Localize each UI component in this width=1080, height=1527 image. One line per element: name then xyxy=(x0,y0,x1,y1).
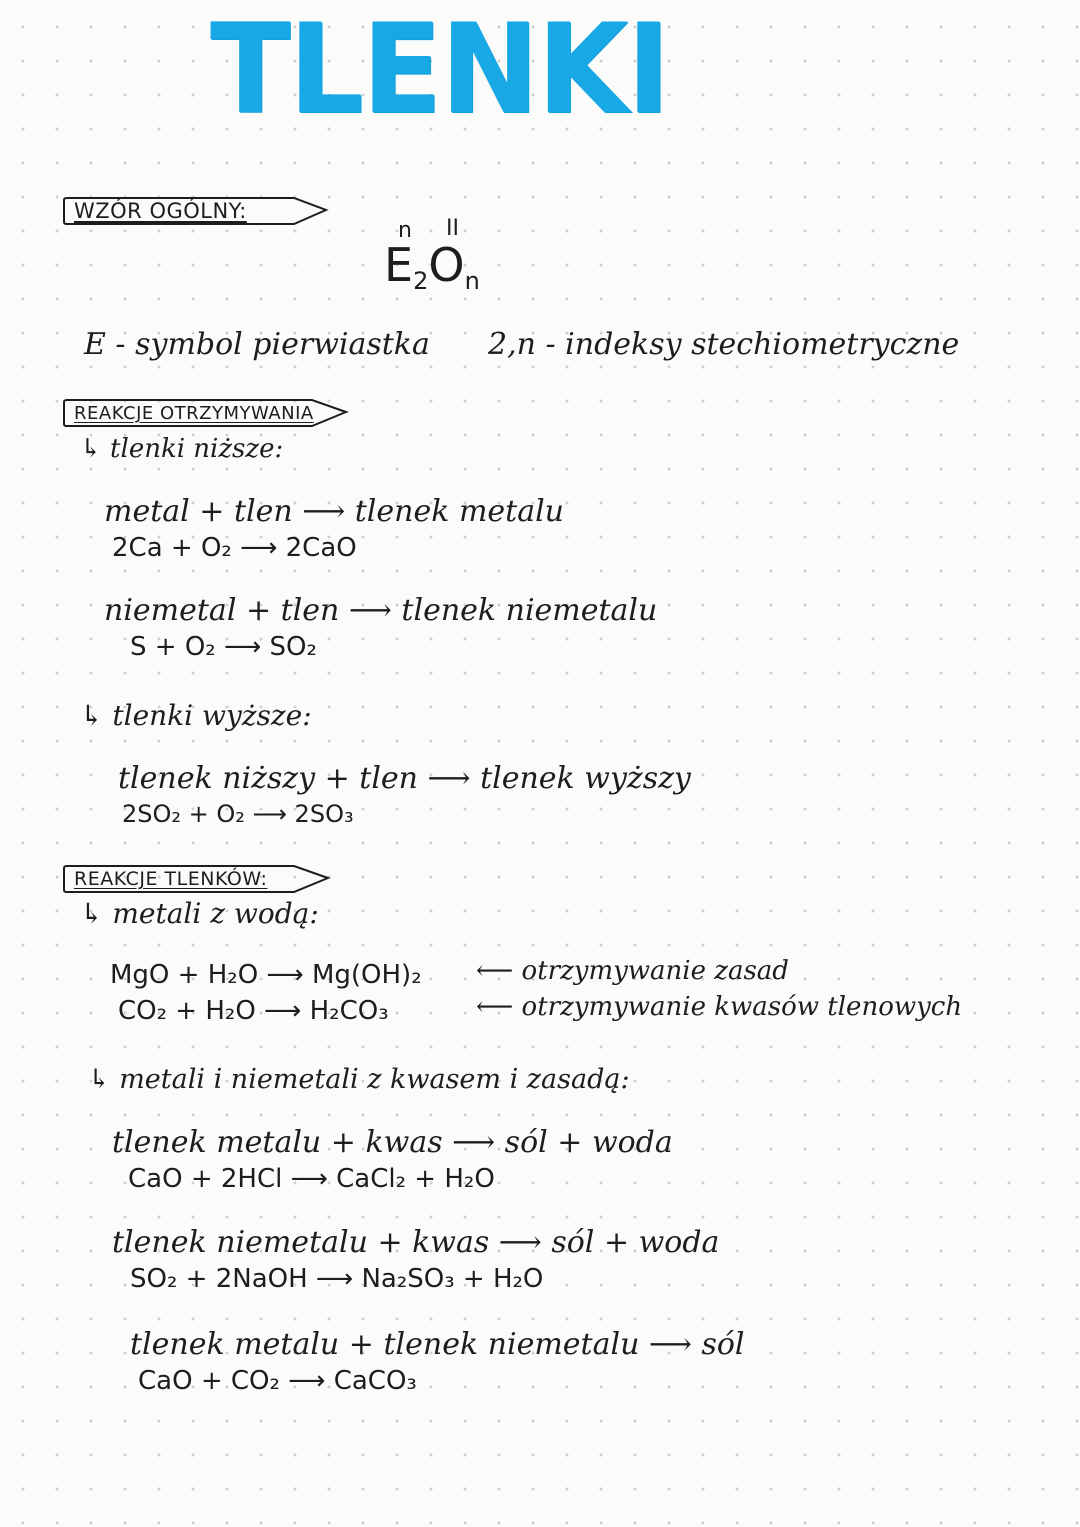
reaction-metal-oxide-acid-words: tlenek metalu + kwas ⟶ sól + woda xyxy=(112,1125,673,1160)
note-obtaining-bases: ⟵ otrzymywanie zasad xyxy=(476,956,789,986)
formula-oxygen: O xyxy=(428,238,465,292)
formula-element-index: 2 xyxy=(413,267,429,295)
formula-element: E xyxy=(384,238,414,292)
formula-oxygen-index: n xyxy=(464,267,480,295)
reaction-oxide-oxide-equation: CaO + CO₂ ⟶ CaCO₃ xyxy=(138,1366,417,1396)
formula-valence-element: n xyxy=(398,218,412,243)
general-formula-label xyxy=(62,196,332,226)
oxides-water-header: ↳ metali z wodą: xyxy=(80,897,319,930)
legend-e: E - symbol pierwiastka xyxy=(84,327,430,362)
reaction-nonmetal-oxide-acid-words: tlenek niemetalu + kwas ⟶ sól + woda xyxy=(112,1225,720,1260)
page-title: TLENKI xyxy=(210,0,669,142)
reactions-label xyxy=(62,864,332,894)
reaction-co2-water-equation: CO₂ + H₂O ⟶ H₂CO₃ xyxy=(118,996,389,1026)
reaction-lower-oxide-words: tlenek niższy + tlen ⟶ tlenek wyższy xyxy=(118,761,691,796)
reaction-oxide-oxide-words: tlenek metalu + tlenek niemetalu ⟶ sól xyxy=(130,1327,745,1362)
general-formula-label-text: WZÓR OGÓLNY: xyxy=(74,199,247,223)
higher-oxides-header: ↳ tlenki wyższe: xyxy=(80,699,312,732)
reaction-nonmetal-oxide-base-equation: SO₂ + 2NaOH ⟶ Na₂SO₃ + H₂O xyxy=(130,1264,544,1294)
oxides-acid-base-header: ↳ metali i niemetali z kwasem i zasadą: xyxy=(88,1064,630,1095)
obtaining-label xyxy=(62,398,352,428)
legend-indexes: 2,n - indeksy stechiometryczne xyxy=(488,327,960,362)
lower-oxides-header: ↳ tlenki niższe: xyxy=(80,434,284,464)
reaction-nonmetal-oxygen-equation: S + O₂ ⟶ SO₂ xyxy=(130,632,317,662)
reaction-nonmetal-oxygen-words: niemetal + tlen ⟶ tlenek niemetalu xyxy=(104,593,658,628)
note-obtaining-oxyacids: ⟵ otrzymywanie kwasów tlenowych xyxy=(476,992,963,1022)
reaction-lower-oxide-equation: 2SO₂ + O₂ ⟶ 2SO₃ xyxy=(122,800,354,828)
formula-valence-oxygen: II xyxy=(446,216,459,241)
obtaining-label-text: REAKCJE OTRZYMYWANIA xyxy=(74,403,314,424)
general-formula xyxy=(384,216,480,295)
reaction-mgo-water-equation: MgO + H₂O ⟶ Mg(OH)₂ xyxy=(110,960,422,990)
reaction-metal-oxygen-equation: 2Ca + O₂ ⟶ 2CaO xyxy=(112,533,357,563)
reaction-metal-oxygen-words: metal + tlen ⟶ tlenek metalu xyxy=(104,494,565,529)
reactions-label-text: REAKCJE TLENKÓW: xyxy=(74,868,268,890)
reaction-metal-oxide-acid-equation: CaO + 2HCl ⟶ CaCl₂ + H₂O xyxy=(128,1164,495,1194)
